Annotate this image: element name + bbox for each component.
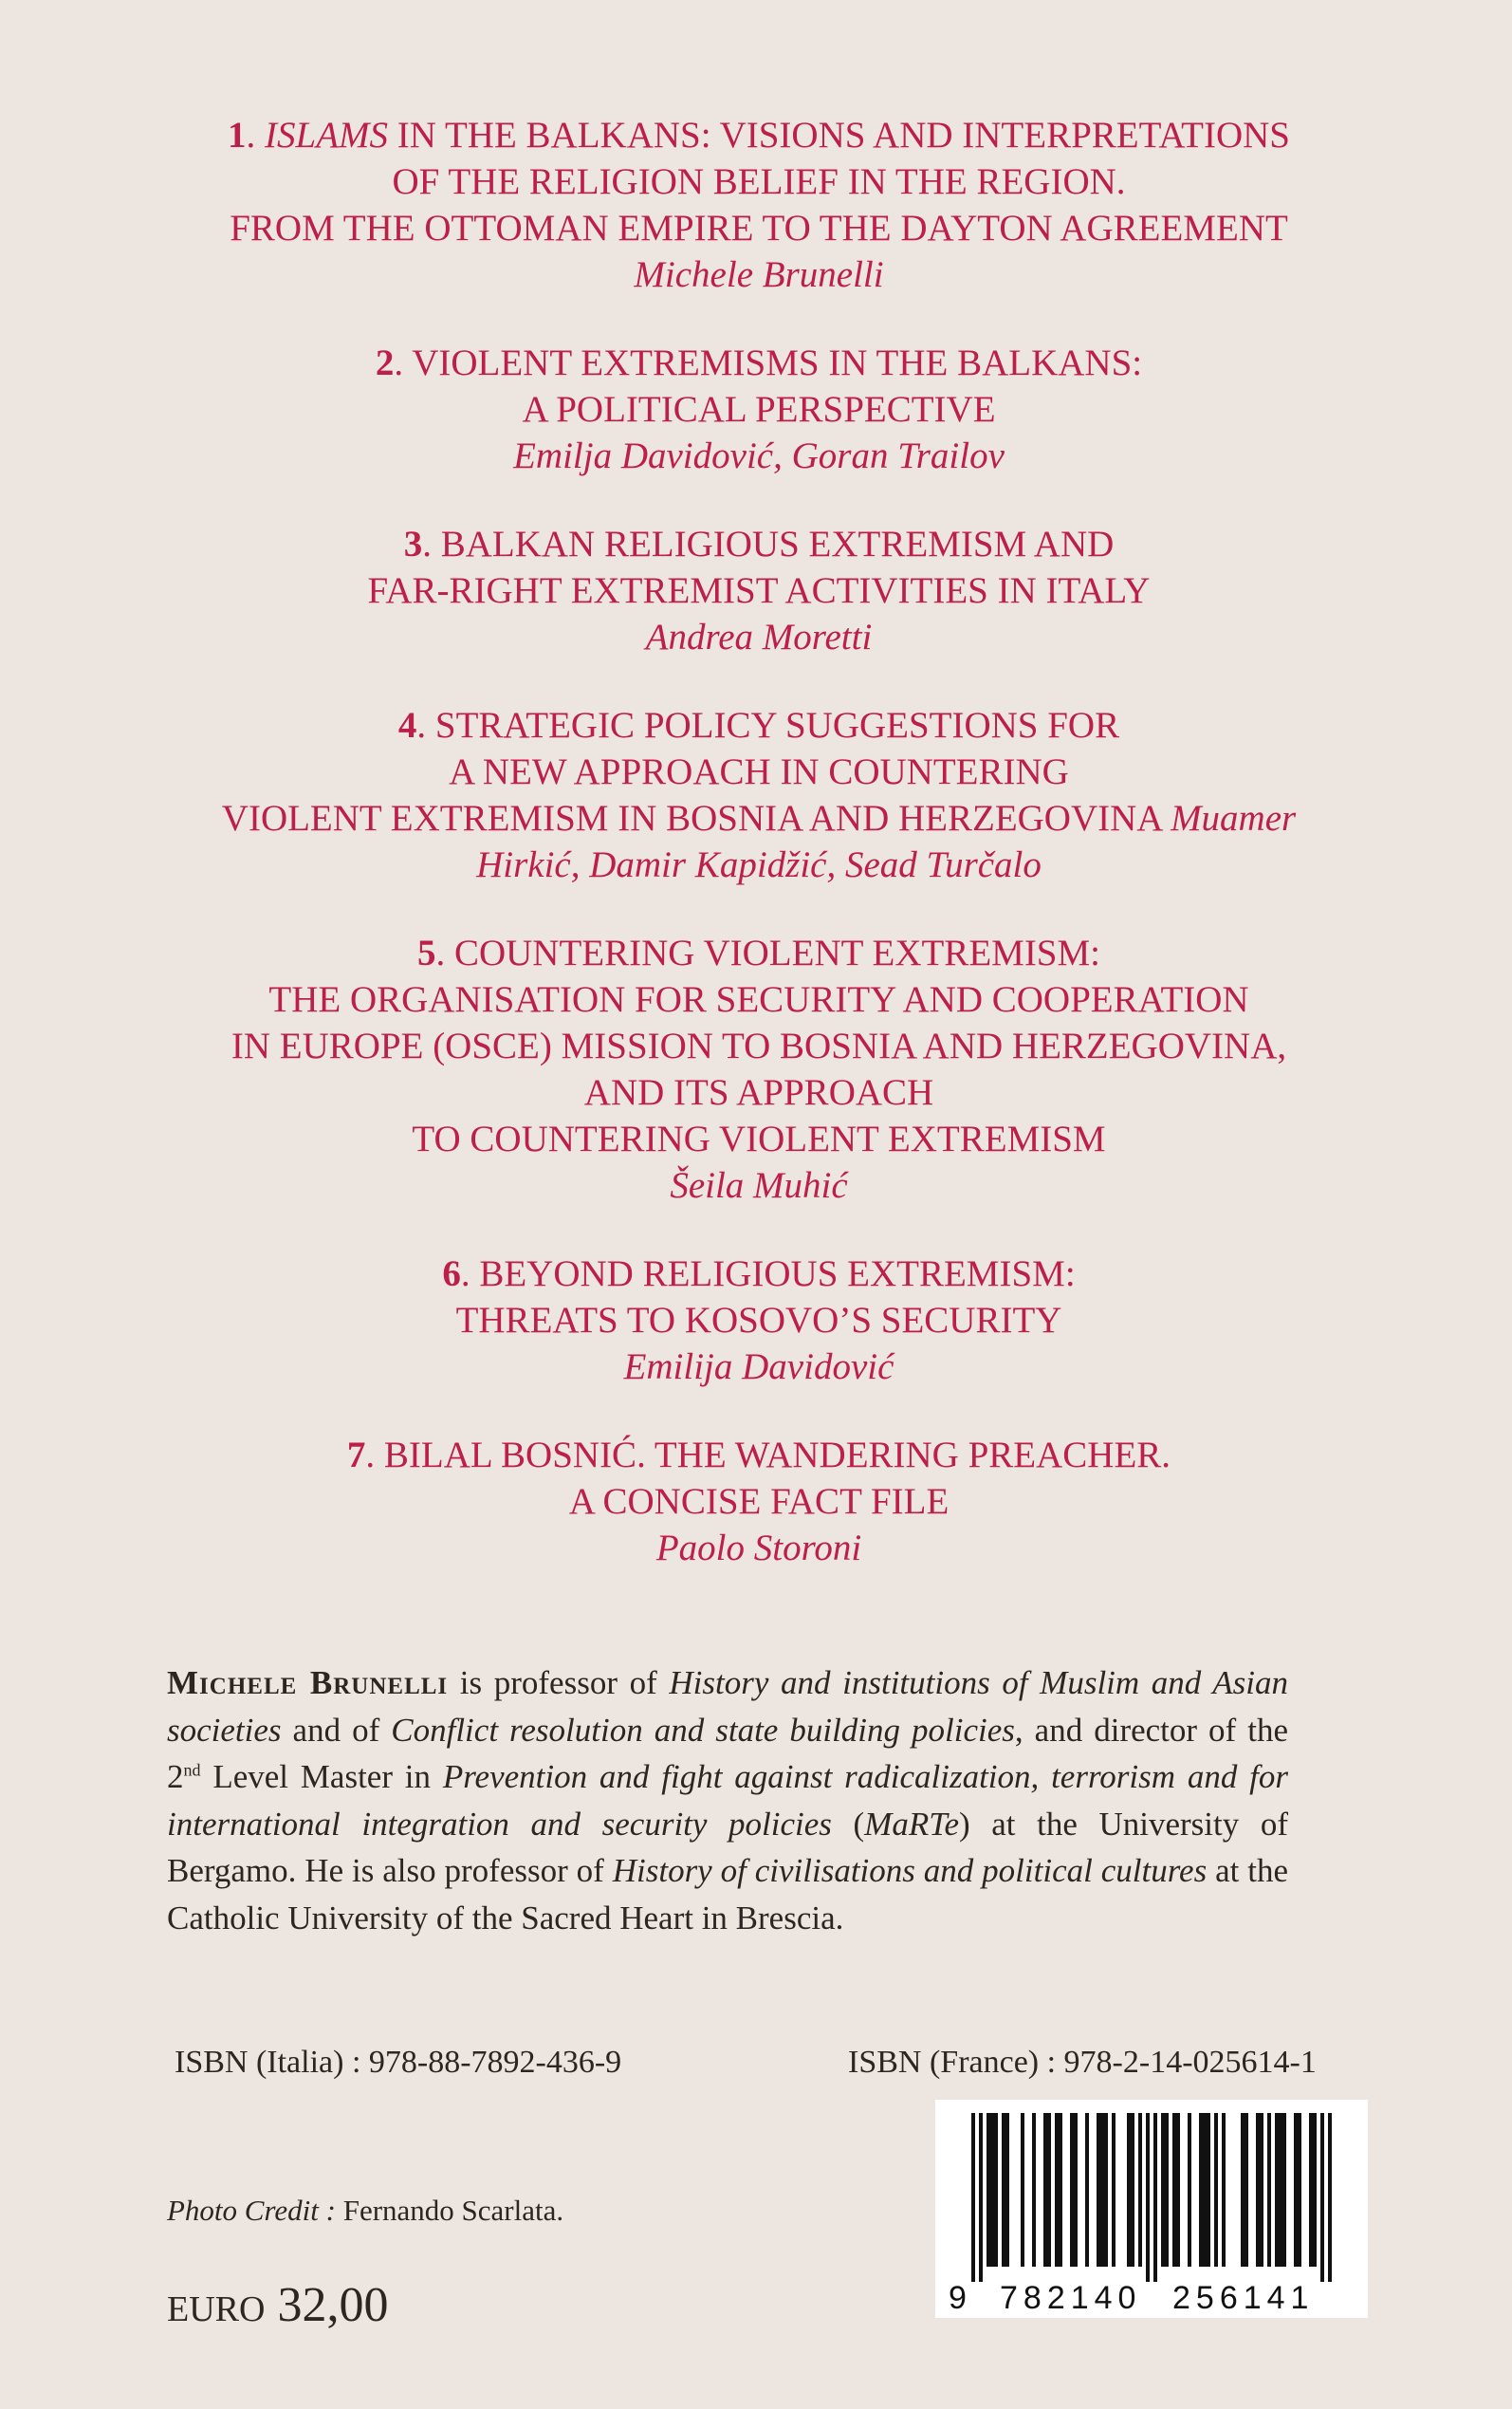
chapter-author: Paolo Storoni bbox=[655, 1528, 862, 1568]
barcode-bar bbox=[1203, 2113, 1207, 2267]
chapter-author: Andrea Moretti bbox=[645, 617, 873, 658]
bio-italic: Conflict resolution and state building policies bbox=[391, 1711, 1015, 1749]
barcode-bar bbox=[1279, 2113, 1282, 2267]
barcode-right-digits: 256141 bbox=[1172, 2280, 1315, 2316]
chapter-number: 3 bbox=[403, 524, 423, 565]
barcode-bar bbox=[1207, 2113, 1210, 2267]
bio-text: is professor of bbox=[448, 1664, 670, 1701]
photo-credit bbox=[167, 2194, 563, 2228]
barcode-bar bbox=[1138, 2113, 1142, 2267]
bio-text: , and director of the 2 bbox=[167, 1711, 1288, 1795]
bio-superscript: nd bbox=[183, 1760, 201, 1780]
table-of-contents bbox=[171, 112, 1347, 1613]
barcode-bar bbox=[1222, 2113, 1226, 2267]
chapter-number: 1 bbox=[228, 115, 247, 156]
barcode-bar bbox=[1002, 2113, 1005, 2267]
barcode-bar bbox=[1275, 2113, 1279, 2267]
barcode-bar bbox=[1021, 2113, 1024, 2267]
chapter-title-line: FROM THE OTTOMAN EMPIRE TO THE DAYTON AGREEMENT bbox=[230, 208, 1288, 249]
chapter-title-italic: ISLAMS bbox=[265, 115, 389, 156]
photo-credit-name: Fernando Scarlata. bbox=[335, 2194, 564, 2227]
chapter-title-line: . BALKAN RELIGIOUS EXTREMISM AND bbox=[422, 524, 1115, 565]
barcode-bar bbox=[1100, 2113, 1104, 2267]
chapter-entry bbox=[171, 1432, 1347, 1571]
price-amount: 32,00 bbox=[277, 2278, 389, 2332]
chapter-entry bbox=[171, 930, 1347, 1209]
chapter-title-line: THREATS TO KOSOVO’S SECURITY bbox=[455, 1300, 1062, 1341]
chapter-number: 2 bbox=[375, 343, 395, 383]
barcode-bar bbox=[1188, 2113, 1191, 2267]
isbn-france: ISBN (France) : 978-2-14-025614-1 bbox=[848, 2045, 1317, 2080]
chapter-title-line: A CONCISE FACT FILE bbox=[568, 1481, 950, 1522]
barcode-bar bbox=[1328, 2113, 1332, 2282]
barcode-bar bbox=[990, 2113, 994, 2267]
bio-text: Level Master in bbox=[200, 1758, 443, 1795]
bio-italic: History of civilisations and political cultures bbox=[612, 1852, 1208, 1889]
barcode-bar bbox=[971, 2113, 975, 2282]
barcode-bar bbox=[1298, 2113, 1301, 2267]
chapter-number: 7 bbox=[346, 1435, 366, 1475]
bio-text: and of bbox=[281, 1711, 392, 1749]
barcode-bar bbox=[994, 2113, 998, 2267]
barcode-bar bbox=[1199, 2113, 1203, 2267]
barcode-bar bbox=[1165, 2113, 1169, 2267]
barcode-bar bbox=[1032, 2113, 1036, 2267]
chapter-title-line: AND ITS APPROACH bbox=[583, 1072, 934, 1113]
barcode-bar bbox=[1309, 2113, 1313, 2267]
barcode-graphic bbox=[935, 2100, 1368, 2318]
chapter-entry bbox=[171, 1251, 1347, 1390]
barcode-bar bbox=[1131, 2113, 1134, 2267]
chapter-entry bbox=[171, 521, 1347, 660]
chapter-title-line: TO COUNTERING VIOLENT EXTREMISM bbox=[412, 1119, 1106, 1159]
barcode-bar bbox=[1245, 2113, 1248, 2267]
chapter-number: 4 bbox=[397, 705, 417, 746]
barcode-bar bbox=[1294, 2113, 1298, 2267]
chapter-entry bbox=[171, 340, 1347, 479]
barcode bbox=[935, 2100, 1368, 2318]
chapter-title-line: IN THE BALKANS: VISIONS AND INTERPRETATIONS bbox=[388, 115, 1290, 156]
chapter-title-line: . COUNTERING VIOLENT EXTREMISM: bbox=[435, 933, 1101, 973]
barcode-bar bbox=[1059, 2113, 1062, 2267]
chapter-author: Emilija Davidović bbox=[623, 1346, 894, 1387]
bio-name: Michele Brunelli bbox=[167, 1664, 449, 1701]
chapter-author: Hirkić, Damir Kapidžić, Sead Turčalo bbox=[476, 844, 1042, 885]
barcode-first-digit: 9 bbox=[949, 2280, 967, 2316]
chapter-title-line: A POLITICAL PERSPECTIVE bbox=[522, 389, 996, 430]
chapter-author: Michele Brunelli bbox=[634, 254, 884, 295]
barcode-left-digits: 782140 bbox=[1000, 2280, 1142, 2316]
bio-italic: MaRTe bbox=[864, 1805, 959, 1843]
barcode-bar bbox=[1047, 2113, 1051, 2267]
barcode-bar bbox=[1172, 2113, 1176, 2267]
barcode-bar bbox=[1070, 2113, 1074, 2267]
barcode-bar bbox=[1127, 2113, 1131, 2267]
barcode-bar bbox=[1214, 2113, 1218, 2267]
price-currency: EURO bbox=[167, 2289, 266, 2329]
chapter-entry: 1. ISLAMS IN THE BALKANS: VISIONS AND INTERPRETATIONS OF THE RELIGION BELIEF IN THE REGION. FROM THE OTTOMAN EMPIRE TO THE DAYTON AGREEMENT Michele Brunelli bbox=[228, 115, 1290, 295]
price bbox=[167, 2277, 388, 2333]
chapter-author: Muamer bbox=[1171, 798, 1297, 839]
barcode-bar bbox=[1260, 2113, 1263, 2267]
photo-credit-label: Photo Credit : bbox=[167, 2194, 336, 2227]
bio-text: ) at the University of Bergamo. He is also professor of bbox=[167, 1805, 1289, 1889]
barcode-bar bbox=[1074, 2113, 1078, 2267]
bio-italic: History and institutions of Muslim and Asian societies bbox=[167, 1664, 1288, 1749]
bio-text: ( bbox=[831, 1805, 865, 1843]
barcode-bar bbox=[1146, 2113, 1150, 2282]
barcode-bar bbox=[979, 2113, 983, 2282]
barcode-bar bbox=[1153, 2113, 1157, 2282]
isbn-italia: ISBN (Italia) : 978-88-7892-436-9 bbox=[175, 2045, 622, 2080]
barcode-bar bbox=[1161, 2113, 1165, 2267]
barcode-bar bbox=[1043, 2113, 1047, 2267]
barcode-bar bbox=[1282, 2113, 1286, 2267]
barcode-bar bbox=[1112, 2113, 1116, 2267]
chapter-entry bbox=[171, 702, 1347, 888]
chapter-title-line: VIOLENT EXTREMISM IN BOSNIA AND HERZEGOVINA bbox=[221, 798, 1171, 839]
chapter-title-line: . STRATEGIC POLICY SUGGESTIONS FOR bbox=[416, 705, 1120, 746]
chapter-number: 5 bbox=[416, 933, 436, 973]
barcode-bar bbox=[1320, 2113, 1324, 2282]
chapter-author: Emilja Davidović, Goran Trailov bbox=[513, 435, 1005, 476]
barcode-bar bbox=[1241, 2113, 1245, 2267]
barcode-bar bbox=[1097, 2113, 1100, 2267]
barcode-bar bbox=[1104, 2113, 1108, 2267]
barcode-bar bbox=[1256, 2113, 1260, 2267]
chapter-number: 6 bbox=[442, 1253, 461, 1294]
chapter-author: Šeila Muhić bbox=[670, 1165, 848, 1206]
barcode-bar bbox=[986, 2113, 990, 2267]
barcode-bar bbox=[1313, 2113, 1317, 2267]
barcode-bar bbox=[1085, 2113, 1089, 2267]
barcode-bar bbox=[1176, 2113, 1180, 2267]
chapter-title-line: THE ORGANISATION FOR SECURITY AND COOPERATION bbox=[268, 979, 1249, 1020]
author-bio bbox=[167, 1659, 1288, 1941]
chapter-title-line: . BEYOND RELIGIOUS EXTREMISM: bbox=[460, 1253, 1076, 1294]
bio-text: at the Catholic University of the Sacred Heart in Brescia. bbox=[167, 1852, 1288, 1936]
chapter-title-line: IN EUROPE (OSCE) MISSION TO BOSNIA AND HERZEGOVINA, bbox=[230, 1026, 1287, 1066]
barcode-bar bbox=[1005, 2113, 1009, 2267]
chapter-title-line: A NEW APPROACH IN COUNTERING bbox=[449, 751, 1069, 792]
barcode-bar bbox=[1055, 2113, 1059, 2267]
chapter-title-line: . BILAL BOSNIĆ. THE WANDERING PREACHER. bbox=[365, 1435, 1171, 1475]
barcode-bar bbox=[1267, 2113, 1271, 2267]
chapter-title-line: . VIOLENT EXTREMISMS IN THE BALKANS: bbox=[394, 343, 1143, 383]
bio-italic: Prevention and fight against radicalization, terrorism and for international integration and security policies bbox=[167, 1758, 1288, 1843]
chapter-title-line: OF THE RELIGION BELIEF IN THE REGION. bbox=[392, 161, 1126, 202]
chapter-title-line: FAR-RIGHT EXTREMIST ACTIVITIES IN ITALY bbox=[367, 570, 1151, 611]
